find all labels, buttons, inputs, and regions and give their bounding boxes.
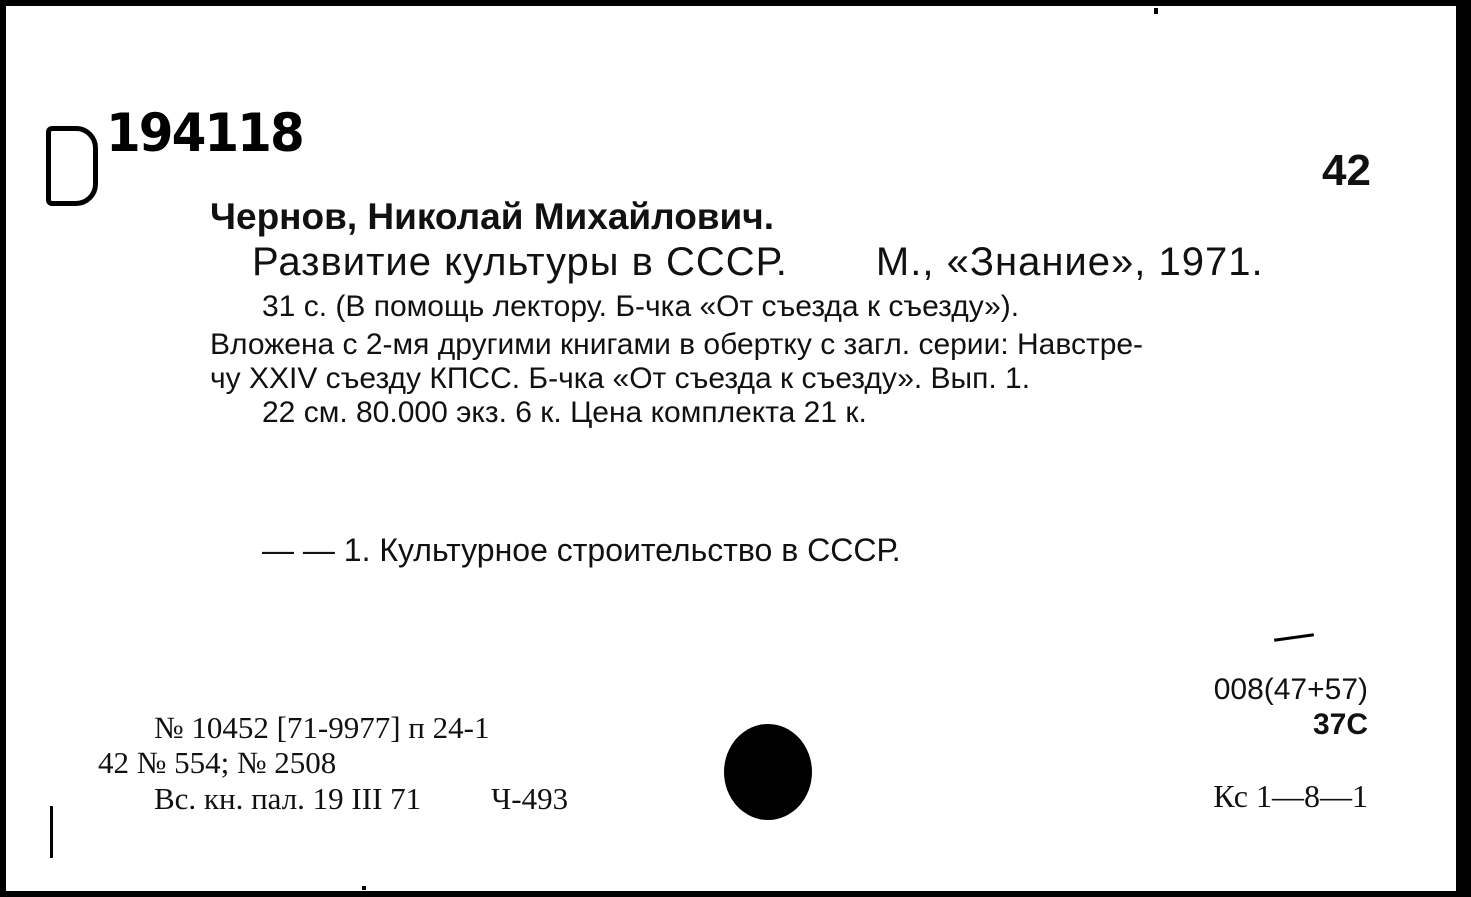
- catalog-card: [2, 2, 1460, 895]
- punch-hole: [724, 724, 812, 820]
- margin-mark: [50, 806, 53, 858]
- description-line: чу XXIV съезду КПСС. Б-чка «От съезда к съезду». Вып. 1.: [210, 362, 1031, 395]
- publication-info: М., «Знание», 1971.: [875, 240, 1264, 284]
- book-title: Развитие культуры в СССР.: [252, 240, 788, 284]
- stamp-mark: [46, 126, 98, 206]
- shelf-code: 37С: [1312, 708, 1368, 741]
- ink-speck: [362, 886, 366, 890]
- udc-code: 008(47+57): [1213, 673, 1368, 706]
- kc-code: Кс 1—8—1: [1213, 778, 1368, 814]
- description-line: 31 с. (В помощь лектору. Б-чка «От съезда к съезду»).: [262, 290, 1020, 323]
- classification-number: 42: [1322, 146, 1371, 195]
- order-code: Ч-493: [491, 781, 569, 816]
- inventory-number: 194118: [106, 102, 303, 164]
- title-line: [252, 240, 1264, 285]
- chamber-date: Вс. кн. пал. 19 III 71: [154, 781, 422, 816]
- author-heading: Чернов, Николай Михайлович.: [210, 196, 775, 237]
- description-line: 22 см. 80.000 экз. 6 к. Цена комплекта 21 к.: [262, 396, 867, 429]
- meta-line-1: № 10452 [71-9977] п 24-1: [154, 710, 490, 745]
- ink-speck: [1274, 633, 1314, 642]
- subject-heading: — — 1. Культурное строительство в СССР.: [262, 532, 901, 568]
- meta-line-2: 42 № 554; № 2508: [98, 745, 337, 780]
- meta-line-3: [154, 781, 568, 817]
- description-line: Вложена с 2-мя другими книгами в обертку с загл. серии: Навстре-: [210, 328, 1144, 361]
- ink-speck: [1154, 8, 1158, 14]
